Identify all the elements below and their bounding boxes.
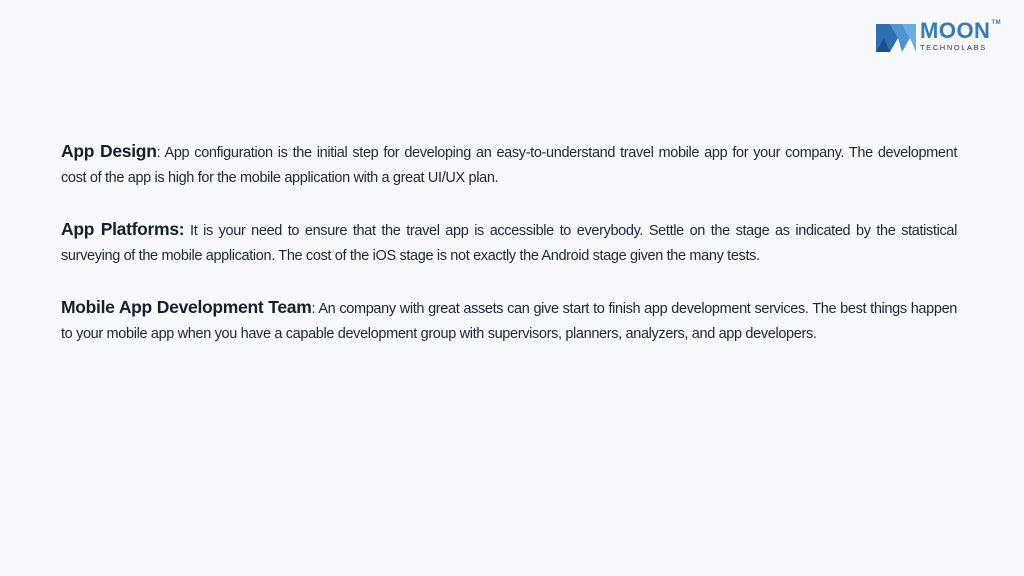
section-text: An company with great assets can give start to finish app development services. The best things happen to your mobile app when you have a capable development group with supervisors, planners, analyzers, and app developers. xyxy=(61,301,957,342)
section-term: App Design xyxy=(61,141,157,161)
section-app-platforms xyxy=(61,217,957,269)
section-text: It is your need to ensure that the travel app is accessible to everybody. Settle on the stage as indicated by the statistical surveying of the mobile application. The cost of the iOS stage is not exactly the Android stage given the many tests. xyxy=(61,223,957,264)
section-app-design xyxy=(61,139,957,191)
section-mobile-app-development-team xyxy=(61,295,957,347)
section-separator: : xyxy=(311,301,316,317)
logo-subtitle: TECHNOLABS xyxy=(920,43,987,53)
section-text: App configuration is the initial step for developing an easy-to-understand travel mobile app for your company. The development cost of the app is high for the mobile application with a great UI/UX plan. xyxy=(61,145,957,186)
section-term: App Platforms: xyxy=(61,219,185,239)
logo-wordmark xyxy=(920,20,1001,42)
section-term: Mobile App Development Team xyxy=(61,297,312,317)
logo-name: MOON xyxy=(920,18,991,44)
company-logo xyxy=(876,18,1010,54)
moon-logo-icon xyxy=(876,20,916,52)
logo-trademark: TM xyxy=(991,20,1002,27)
section-separator: : xyxy=(156,145,161,161)
content-body xyxy=(61,139,957,373)
